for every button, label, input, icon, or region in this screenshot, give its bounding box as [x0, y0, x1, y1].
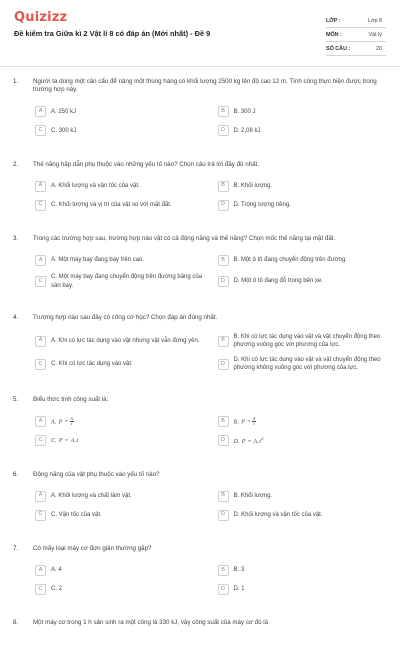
- option-label: B. P =: [233, 419, 252, 426]
- option-text: [234, 182, 273, 190]
- answer-option-c[interactable]: [35, 509, 204, 521]
- option-letter-box[interactable]: D: [218, 276, 229, 287]
- meta-label: MÔN :: [326, 31, 342, 38]
- answer-option-a[interactable]: [35, 490, 204, 502]
- exponent: 2: [261, 435, 264, 441]
- option-text: [51, 201, 172, 209]
- meta-value: Lớp 8: [367, 17, 382, 24]
- question-item: [0, 619, 400, 627]
- answer-option-b[interactable]: [218, 333, 387, 349]
- option-label: C. 300 kJ: [51, 127, 77, 134]
- fraction-denominator: t: [70, 421, 73, 427]
- answer-option-d[interactable]: [218, 509, 387, 521]
- option-letter-box[interactable]: B: [218, 106, 229, 117]
- meta-value: Vật lý: [368, 31, 382, 38]
- option-label: A. P =: [51, 419, 69, 426]
- option-text: [51, 182, 140, 190]
- answer-options: [33, 180, 386, 211]
- option-letter-box[interactable]: D: [218, 435, 229, 446]
- meta-row-class: [326, 14, 386, 28]
- question-item: [0, 471, 400, 521]
- option-label: D. P = A.t: [233, 438, 262, 445]
- option-label: B. 300 J: [233, 108, 256, 115]
- answer-option-c[interactable]: [35, 199, 204, 211]
- answer-option-a[interactable]: [35, 416, 204, 428]
- question-text: Có mấy loại máy cơ đơn giản thường gặp?: [33, 545, 152, 553]
- answer-options: [33, 416, 386, 447]
- answer-option-a[interactable]: [35, 564, 204, 576]
- answer-option-d[interactable]: [218, 199, 387, 211]
- question-item: [0, 235, 400, 290]
- option-label: C. 2: [51, 586, 63, 593]
- option-text: [51, 566, 62, 574]
- option-label: B. Khi có lực tác dụng vào vật và vật chuyển động theo phương vuông góc với phương của lực.: [233, 333, 381, 349]
- option-text: [234, 256, 347, 264]
- meta-label: SỐ CÂU :: [326, 45, 351, 52]
- option-text: [234, 356, 387, 372]
- option-text: [51, 108, 76, 116]
- option-text: [234, 201, 291, 209]
- option-label: B. 3: [233, 567, 245, 574]
- option-text: [234, 417, 257, 427]
- question-item: [0, 161, 400, 211]
- answer-option-d[interactable]: [218, 273, 387, 289]
- option-label: D. 1: [233, 586, 245, 593]
- option-text: [234, 585, 245, 593]
- question-text: Trường hợp nào sau đây có công cơ học? Chọn đáp án đúng nhất.: [33, 313, 218, 321]
- answer-option-c[interactable]: [35, 356, 204, 372]
- option-text: [51, 417, 74, 427]
- meta-value: 20: [376, 45, 382, 52]
- answer-options: [33, 254, 386, 289]
- option-label: C. Vận tốc của vật.: [51, 512, 102, 519]
- answer-option-b[interactable]: [218, 106, 387, 118]
- option-label: B. Một ô tô đang chuyển động trên đường.: [233, 257, 347, 264]
- option-label: C. P = A.t: [51, 437, 79, 444]
- option-label: A. Một máy bay đang bay trên cao.: [51, 257, 145, 264]
- option-label: C. Khi có lực tác dụng vào vật.: [51, 361, 133, 368]
- option-letter-box[interactable]: C: [35, 359, 46, 370]
- option-text: [234, 333, 387, 349]
- answer-options: [33, 564, 386, 595]
- option-letter-box[interactable]: A: [35, 106, 46, 117]
- fraction-denominator: t: [253, 421, 255, 427]
- answer-option-a[interactable]: [35, 333, 204, 349]
- question-text: Động năng của vật phụ thuộc vào yếu tố nào?: [33, 470, 160, 478]
- option-letter-box[interactable]: D: [218, 200, 229, 211]
- meta-panel: [326, 14, 386, 56]
- meta-row-count: [326, 42, 386, 56]
- question-number: 4.: [13, 313, 19, 321]
- meta-label: LỚP :: [326, 17, 341, 24]
- option-letter-box[interactable]: B: [218, 181, 229, 192]
- option-letter-box[interactable]: A: [35, 565, 46, 576]
- option-label: A. Khi có lực tác dụng vào vật nhưng vật vẫn đứng yên.: [51, 338, 200, 345]
- answer-option-b[interactable]: [218, 564, 387, 576]
- option-label: D. Trọng lượng riêng.: [233, 202, 291, 209]
- option-label: B. Khối lượng.: [233, 183, 273, 190]
- option-letter-box[interactable]: B: [218, 491, 229, 502]
- question-item: [0, 396, 400, 446]
- header-divider: [0, 66, 400, 67]
- option-text: [51, 127, 76, 135]
- question-text: Biểu thức tính công suất là:: [33, 396, 109, 404]
- answer-option-b[interactable]: [218, 416, 387, 428]
- option-letter-box[interactable]: C: [35, 510, 46, 521]
- option-letter-box[interactable]: B: [218, 565, 229, 576]
- question-number: 7.: [13, 545, 19, 553]
- answer-option-c[interactable]: [35, 583, 204, 595]
- question-item: [0, 78, 400, 137]
- question-number: 8.: [13, 619, 19, 627]
- question-item: [0, 545, 400, 595]
- answer-option-c[interactable]: [35, 435, 204, 447]
- answer-option-c[interactable]: [35, 125, 204, 137]
- option-label: D. Một ô tô đang đỗ trong bến xe.: [233, 278, 323, 285]
- option-label: B. Khối lượng.: [233, 493, 273, 500]
- question-text: Người ta dùng một cần cẩu để nâng một thùng hàng có khối lượng 2500 kg lên độ cao 12 m. Tính công thực hiện được trong trường hợp này.: [33, 78, 377, 94]
- option-letter-box[interactable]: B: [218, 416, 229, 427]
- option-text: [234, 277, 323, 285]
- option-letter-box[interactable]: C: [35, 276, 46, 287]
- question-text: Thế năng hấp dẫn phụ thuộc vào những yếu tố nào? Chọn câu trả lời đầy đủ nhất.: [33, 160, 259, 168]
- option-letter-box[interactable]: C: [35, 584, 46, 595]
- option-letter-box[interactable]: B: [218, 255, 229, 266]
- option-letter-box[interactable]: C: [35, 435, 46, 446]
- question-item: [0, 314, 400, 373]
- option-letter-box[interactable]: C: [35, 200, 46, 211]
- answer-option-d[interactable]: [218, 356, 387, 372]
- question-text: Trong các trường hợp sau, trường hợp nào vật có cả động năng và thế năng? Chọn mốc thế năng tại mặt đất.: [33, 235, 336, 243]
- fraction: [70, 417, 74, 427]
- answer-option-b[interactable]: [218, 254, 387, 266]
- fraction-numerator: A: [70, 415, 74, 421]
- question-text: Một máy cơ trong 1 h sản sinh ra một công là 330 kJ, vậy công suất của máy cơ đó là: [33, 619, 269, 627]
- option-letter-box[interactable]: D: [218, 510, 229, 521]
- option-letter-box[interactable]: A: [35, 491, 46, 502]
- meta-row-subject: [326, 28, 386, 42]
- answer-option-a[interactable]: [35, 106, 204, 118]
- option-label: A. 4: [51, 567, 62, 574]
- option-label: A. 250 kJ: [51, 108, 77, 115]
- answer-options: [33, 490, 386, 521]
- answer-option-a[interactable]: [35, 180, 204, 192]
- option-letter-box[interactable]: D: [218, 584, 229, 595]
- option-letter-box[interactable]: A: [35, 255, 46, 266]
- answer-option-a[interactable]: [35, 254, 204, 266]
- answer-option-d[interactable]: [218, 583, 387, 595]
- answer-option-b[interactable]: [218, 180, 387, 192]
- option-text: [51, 437, 78, 445]
- answer-option-d[interactable]: [218, 125, 387, 137]
- option-text: [234, 511, 323, 519]
- fraction: [252, 417, 256, 427]
- option-label: A. Khối lượng và vận tốc của vật.: [51, 183, 140, 190]
- question-number: 5.: [13, 396, 19, 404]
- page-title: Đề kiểm tra Giữa kì 2 Vật lí 8 có đáp án (Mới nhất) - Đề 9: [14, 29, 211, 38]
- option-text: [234, 566, 245, 574]
- answer-option-b[interactable]: [218, 490, 387, 502]
- question-number: 6.: [13, 470, 19, 478]
- option-letter-box[interactable]: A: [35, 336, 46, 347]
- question-number: 2.: [13, 160, 19, 168]
- answer-options: [33, 333, 386, 372]
- option-label: D. Khối lượng và vận tốc của vật.: [233, 512, 323, 519]
- option-label: A. Khối lượng và chất làm vật.: [51, 493, 132, 500]
- question-number: 1.: [13, 78, 19, 85]
- fraction-numerator: A: [252, 415, 256, 421]
- option-text: [234, 108, 256, 116]
- option-label: D. Khi có lực tác dụng vào vật và vật chuyển động theo phương không vuông góc với phương của lực.: [233, 357, 381, 372]
- option-letter-box[interactable]: D: [218, 125, 229, 136]
- option-text: [234, 492, 273, 500]
- option-text: [51, 256, 144, 264]
- option-text: [51, 492, 132, 500]
- option-letter-box[interactable]: B: [218, 336, 229, 347]
- option-text: [51, 273, 204, 289]
- answer-options: [33, 106, 386, 137]
- option-text: [234, 127, 261, 135]
- option-text: [51, 360, 133, 368]
- quizizz-logo[interactable]: Quizizz: [14, 10, 68, 25]
- option-letter-box[interactable]: A: [35, 416, 46, 427]
- option-text: [234, 436, 264, 446]
- option-text: [51, 585, 62, 593]
- option-text: [51, 337, 199, 345]
- option-letter-box[interactable]: D: [218, 359, 229, 370]
- answer-option-c[interactable]: [35, 273, 204, 289]
- option-text: [51, 511, 102, 519]
- option-label: C. Khối lượng và vị trí của vật so với mặt đất.: [51, 202, 172, 209]
- option-letter-box[interactable]: A: [35, 181, 46, 192]
- option-letter-box[interactable]: C: [35, 125, 46, 136]
- question-number: 3.: [13, 235, 19, 243]
- option-label: C. Một máy bay đang chuyển động trên đường băng của sân bay.: [51, 274, 203, 289]
- option-label: D. 2,08 kJ: [233, 127, 261, 134]
- answer-option-d[interactable]: [218, 435, 387, 447]
- page-header: [0, 0, 400, 64]
- question-list: [0, 78, 400, 650]
